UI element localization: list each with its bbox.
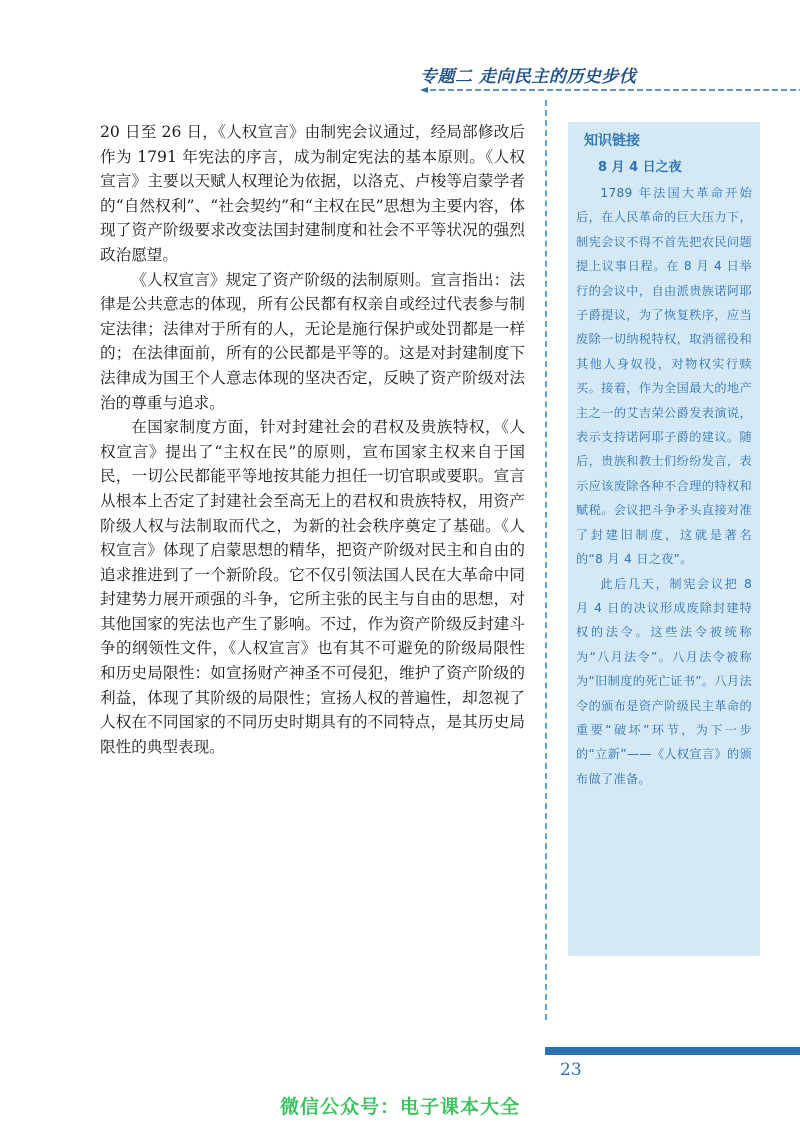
sidebar-paragraph-2: 此后几天，制宪会议把 8 月 4 日的决议形成废除封建特权的法令。这些法令被统称为“八月法令”。八月法令被称为“旧制度的死亡证书”。八月法令的颁布是资产阶级民主革命的重要“破坏”环节，为下一步的“立新”——《人权宣言》的颁布做了准备。 (576, 576, 752, 786)
header-rule (420, 87, 800, 93)
main-text (100, 120, 525, 759)
sidebar-subheading: 8 月 4 日之夜 (598, 160, 682, 175)
paragraph-1: 20 日至 26 日，《人权宣言》由制宪会议通过，经局部修改后作为 1791 年宪法的序言，成为制定宪法的基本原则。《人权宣言》主要以天赋人权理论为依据，以洛克、卢梭等启蒙学者的“自然权利”、“社会契约”和“主权在民”思想为主要内容，体现了资产阶级要求改变法国封建制度和社会不平等状况的强烈政治愿望。 (100, 123, 525, 264)
knowledge-link-box (568, 122, 760, 956)
paragraph-3: 在国家制度方面，针对封建社会的君权及贵族特权，《人权宣言》提出了“主权在民”的原则，宣布国家主权来自于国民，一切公民都能平等地按其能力担任一切官职或要职。宣言从根本上否定了封建社会至高无上的君权和贵族特权，用资产阶级人权与法制取而代之，为新的社会秩序奠定了基础。《人权宣言》体现了启蒙思想的精华，把资产阶级对民主和自由的追求推进到了一个新阶段。它不仅引领法国人民在大革命中同封建势力展开顽强的斗争，它所主张的民主与自由的思想，对其他国家的宪法也产生了影响。不过，作为资产阶级反封建斗争的纲领性文件，《人权宣言》也有其不可避免的阶级局限性和历史局限性：如宣扬财产神圣不可侵犯，维护了资产阶级的利益，体现了其阶级的局限性；宣扬人权的普遍性，却忽视了人权在不同国家的不同历史时期具有的不同特点，是其历史局限性的典型表现。 (100, 418, 525, 756)
page-number: 23 (560, 1060, 582, 1080)
header-arrow-rule (420, 87, 800, 93)
sidebar-heading: 知识链接 (584, 133, 640, 149)
section-title: 专题二 走向民主的历史步伐 (420, 67, 637, 87)
paragraph-2: 《人权宣言》规定了资产阶级的法制原则。宣言指出：法律是公共意志的体现，所有公民都有权亲自或经过代表参与制定法律；法律对于所有的人，无论是施行保护或处罚都是一样的；在法律面前，所有的公民都是平等的。这是对封建制度下法律成为国王个人意志体现的坚决否定，反映了资产阶级对法治的尊重与追求。 (100, 270, 525, 412)
sidebar-divider (545, 100, 547, 1020)
watermark: 微信公众号：电子课本大全 (279, 1096, 520, 1118)
footer-bar (545, 1047, 800, 1055)
sidebar-paragraph-1: 1789 年法国大革命开始后，在人民革命的巨大压力下，制宪会议不得不首先把农民问题提上议事日程。在 8 月 4 日举行的会议中，自由派贵族诺阿耶子爵提议，为了恢复秩序，应当废除一切纳税特权，取消徭役和其他人身奴役，对物权实行赎买。接着，作为全国最大的地产主之一的艾吉荣公爵发表演说，表示支持诺阿耶子爵的建议。随后，贵族和教士们纷纷发言，表示应该废除各种不合理的特权和赋税。会议把斗争矛头直接对准了封建旧制度，这就是著名的“8 月 4 日之夜”。 (576, 186, 752, 567)
